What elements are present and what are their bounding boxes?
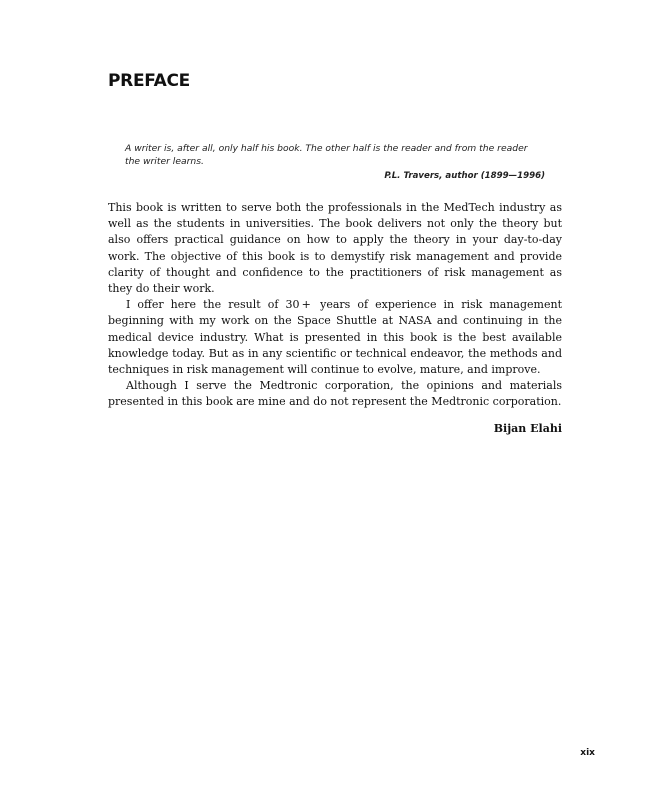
chapter-heading: PREFACE (108, 71, 190, 91)
preface-body (108, 200, 562, 437)
page-number: xix (580, 748, 595, 758)
epigraph (125, 142, 545, 183)
paragraph-1: This book is written to serve both the professionals in the MedTech industry as well as the students in universities. The book delivers not only the theory but also offers practical guidance on how to apply the theory in your day-to-day work. The objective of this book is to demystify risk management and provide clarity of thought and confidence to the practitioners of risk management as they do their work. (108, 201, 562, 296)
paragraph-3: Although I serve the Medtronic corporation, the opinions and materials presented in this book are mine and do not represent the Medtronic corporation. (108, 379, 562, 409)
epigraph-quote: A writer is, after all, only half his book. The other half is the reader and from the reader the writer learns. (125, 143, 528, 167)
epigraph-attribution: P.L. Travers, author (1899—1996) (384, 171, 545, 181)
author-signature: Bijan Elahi (493, 421, 562, 435)
paragraph-2: I offer here the result of 30 + years of experience in risk management beginning with my work on the Space Shuttle at NASA and continuing in the medical device industry. What is presented in this book is the best available knowledge today. But as in any scientific or technical endeavor, the methods and techniques in risk management will continue to evolve, mature, and improve. (108, 298, 562, 377)
